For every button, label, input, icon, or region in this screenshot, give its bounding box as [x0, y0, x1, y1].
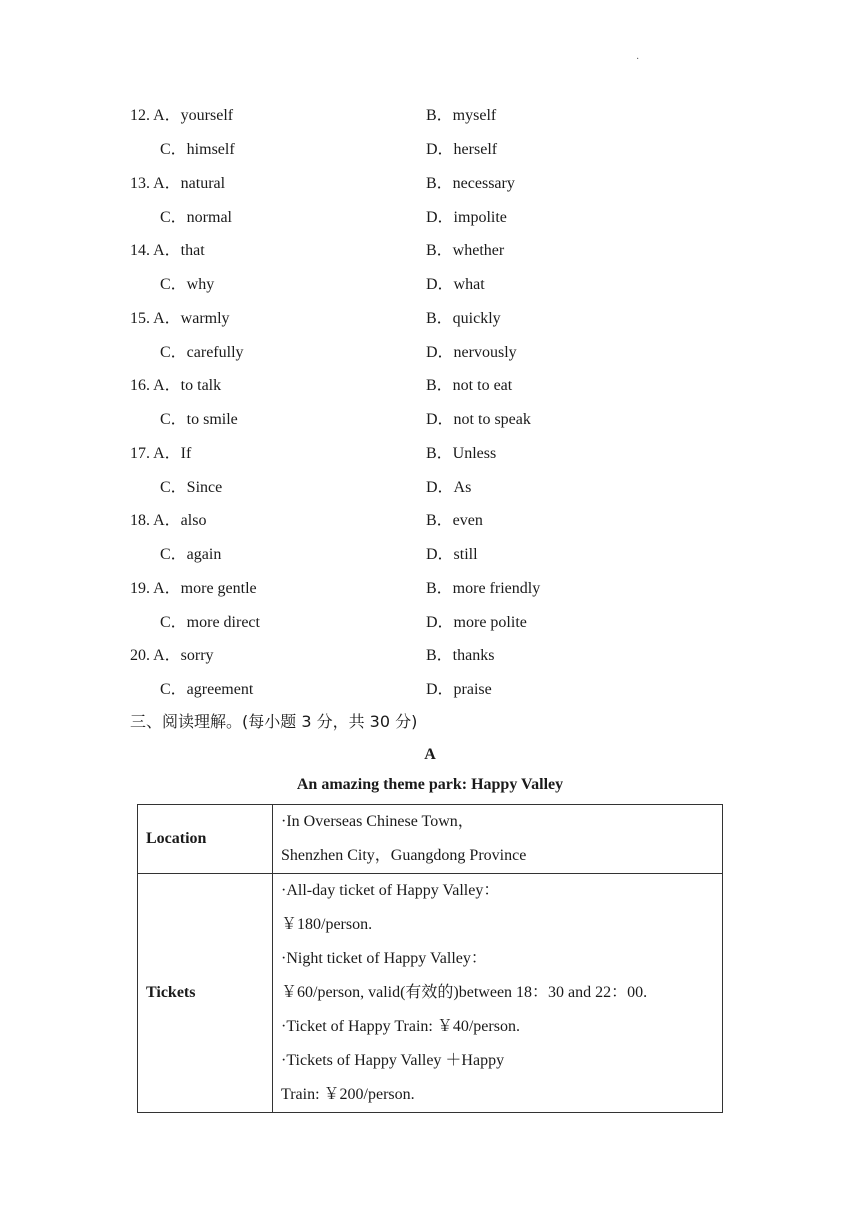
option-c: C．carefully: [160, 344, 244, 361]
option-b: B．more friendly: [426, 580, 541, 597]
question-row: [130, 234, 730, 268]
ticket-line: ·Ticket of Happy Train: ￥40/person.: [281, 1018, 520, 1035]
option-b: B．not to eat: [426, 377, 513, 394]
option-a: 18. A．also: [130, 512, 207, 529]
question-row: [130, 369, 730, 403]
passage-letter: A: [424, 746, 436, 763]
question-row: [130, 437, 730, 471]
ticket-line: Train: ￥200/person.: [281, 1086, 415, 1103]
location-label: Location: [138, 805, 273, 874]
option-c: C．himself: [160, 141, 235, 158]
option-b: B．necessary: [426, 175, 515, 192]
option-d: D．As: [426, 479, 472, 496]
option-a: 19. A．more gentle: [130, 580, 257, 597]
question-row-sub: [130, 268, 730, 302]
option-a: 20. A．sorry: [130, 647, 214, 664]
question-row: [130, 639, 730, 673]
option-b: B．myself: [426, 107, 497, 124]
option-d: D．not to speak: [426, 411, 531, 428]
option-a: 14. A．that: [130, 242, 205, 259]
option-a: 17. A．If: [130, 445, 192, 462]
option-c: C．normal: [160, 209, 232, 226]
question-row-sub: [130, 538, 730, 572]
location-content: [273, 805, 723, 874]
option-a: 16. A．to talk: [130, 377, 222, 394]
tickets-label: Tickets: [138, 874, 273, 1113]
option-c: C．to smile: [160, 411, 238, 428]
option-d: D．praise: [426, 681, 492, 698]
question-row-sub: [130, 673, 730, 707]
question-row: [130, 504, 730, 538]
option-b: B．even: [426, 512, 483, 529]
ticket-line: ·Tickets of Happy Valley ＋Happy: [281, 1052, 505, 1069]
question-row: [130, 167, 730, 201]
option-c: C．why: [160, 276, 215, 293]
option-b: B．Unless: [426, 445, 497, 462]
ticket-line: ￥60/person, valid(有效的)between 18：30 and 22：00.: [281, 984, 648, 1001]
header-mark: ·: [636, 54, 640, 65]
info-table: [137, 804, 723, 1113]
question-row: [130, 99, 730, 133]
question-row-sub: [130, 336, 730, 370]
question-row-sub: [130, 201, 730, 235]
option-a: 13. A．natural: [130, 175, 226, 192]
ticket-line: ·All-day ticket of Happy Valley：: [281, 882, 500, 899]
section-title: 三、阅读理解。(每小题 3 分，共 30 分): [130, 712, 418, 731]
option-d: D．still: [426, 546, 478, 563]
tickets-content: [273, 874, 723, 1113]
question-row-sub: [130, 403, 730, 437]
table-row-location: [138, 805, 723, 874]
ticket-line: ￥180/person.: [281, 916, 373, 933]
ticket-line: ·Night ticket of Happy Valley：: [281, 950, 487, 967]
option-d: D．nervously: [426, 344, 517, 361]
option-b: B．thanks: [426, 647, 495, 664]
question-row-sub: [130, 133, 730, 167]
option-a: 15. A．warmly: [130, 310, 230, 327]
option-b: B．quickly: [426, 310, 501, 327]
question-row-sub: [130, 606, 730, 640]
option-a: 12. A．yourself: [130, 107, 234, 124]
location-line: ·In Overseas Chinese Town，: [281, 813, 474, 830]
passage-title: An amazing theme park: Happy Valley: [296, 776, 564, 793]
option-d: D．impolite: [426, 209, 507, 226]
option-d: D．more polite: [426, 614, 527, 631]
option-c: C．Since: [160, 479, 223, 496]
option-d: D．herself: [426, 141, 498, 158]
location-line: Shenzhen City，Guangdong Province: [281, 847, 527, 864]
question-row-sub: [130, 471, 730, 505]
question-row: [130, 572, 730, 606]
option-c: C．again: [160, 546, 222, 563]
option-c: C．agreement: [160, 681, 254, 698]
table-row-tickets: [138, 874, 723, 1113]
question-row: [130, 302, 730, 336]
option-d: D．what: [426, 276, 485, 293]
option-b: B．whether: [426, 242, 505, 259]
option-c: C．more direct: [160, 614, 260, 631]
